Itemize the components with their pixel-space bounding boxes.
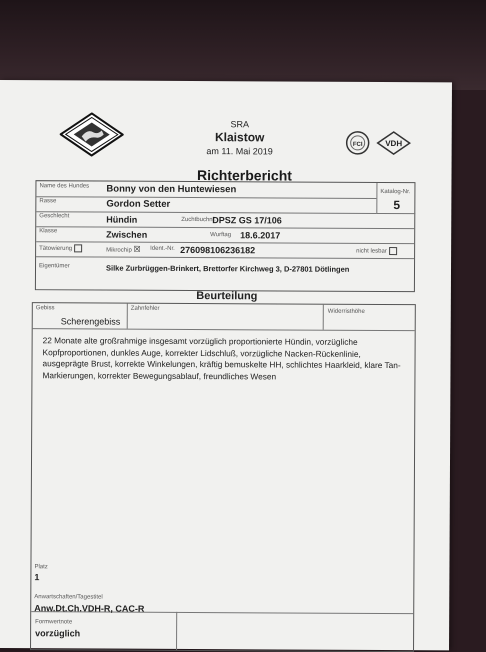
show-date: am 11. Mai 2019 bbox=[206, 146, 273, 157]
grade: vorzüglich bbox=[35, 628, 81, 639]
owner: Silke Zurbrüggen-Brinkert, Brettorfer Kirchweg 3, D-27801 Dötlingen bbox=[105, 263, 350, 274]
judge-report-sheet bbox=[0, 80, 452, 650]
grade-label: Formwertnote bbox=[35, 619, 73, 626]
ident-number: 276098106236182 bbox=[180, 244, 256, 256]
evaluation-title: Beurteilung bbox=[196, 290, 258, 303]
ident-label: Ident.-Nr. bbox=[150, 245, 175, 252]
birth-date: 18.6.2017 bbox=[240, 230, 281, 241]
report-title: Richterbericht bbox=[196, 167, 292, 184]
row-teeth bbox=[33, 303, 415, 331]
club-diamond-logo-icon bbox=[60, 112, 124, 156]
place-label: Platz bbox=[34, 564, 48, 571]
catalog-label: Katalog-Nr. bbox=[380, 188, 411, 196]
dog-name: Bonny von den Huntewiesen bbox=[106, 183, 237, 196]
breed-label: Rasse bbox=[39, 198, 57, 205]
sex: Hündin bbox=[106, 214, 138, 225]
row-owner bbox=[36, 256, 414, 291]
microchip-label: Mikrochip ☒ bbox=[106, 244, 141, 254]
judge-comment: 22 Monate alte großrahmige insgesamt vorzüglich proportionierte Hündin, vorzügliche Kopfproportionen, dunkles Auge, korrekter Lidschluß, vorzügliche Nacken-Rückenlinie, ausgeprägte Brust, korrekte Winkelungen, kräftig bemuskelte HH, schlichtes Haarkleid, klare Tan- Markierungen, korrekter Bewegungsablauf, freundliches Wesen bbox=[42, 335, 401, 382]
tattoo-label: Tätowierung bbox=[39, 244, 82, 252]
divider-vertical bbox=[176, 612, 177, 650]
titles: Anw.Dt.Ch.VDH-R, CAC-R bbox=[34, 603, 145, 614]
microchip-checkbox[interactable]: ☒ bbox=[133, 244, 141, 254]
studbook-number: DPSZ GS 17/106 bbox=[212, 215, 282, 226]
missing-teeth-label: Zahnfehler bbox=[130, 305, 160, 312]
fci-logo-text: FCI bbox=[352, 141, 363, 148]
show-city: Klaistow bbox=[214, 130, 265, 145]
result-column bbox=[34, 564, 174, 645]
dog-info-table bbox=[35, 180, 416, 292]
place: 1 bbox=[34, 572, 40, 583]
unreadable-checkbox[interactable] bbox=[389, 247, 397, 255]
association-logos bbox=[346, 130, 426, 161]
unreadable-label: nicht lesbar bbox=[356, 247, 397, 255]
breed: Gordon Setter bbox=[106, 198, 171, 210]
background bbox=[0, 0, 486, 90]
height-label: Widerristhöhe bbox=[327, 308, 365, 315]
org-name: SRA bbox=[230, 119, 250, 130]
bite: Scherengebiss bbox=[60, 316, 121, 327]
owner-label: Eigentümer bbox=[39, 263, 70, 270]
class: Zwischen bbox=[106, 229, 148, 240]
catalog-cell bbox=[376, 183, 415, 214]
tattoo-checkbox[interactable] bbox=[74, 244, 82, 252]
birth-date-label: Wurftag bbox=[210, 232, 232, 239]
titles-label: Anwartschaften/Tagestitel bbox=[34, 594, 103, 601]
catalog-number: 5 bbox=[393, 198, 401, 213]
dog-name-label: Name des Hundes bbox=[39, 183, 90, 190]
bite-label: Gebiss bbox=[35, 305, 55, 312]
studbook-label: Zuchtbuchnr. bbox=[181, 216, 216, 224]
vdh-logo-text: VDH bbox=[385, 139, 403, 149]
show-header bbox=[190, 119, 290, 157]
class-label: Klasse bbox=[39, 228, 58, 235]
sex-label: Geschlecht bbox=[39, 213, 70, 220]
fci-vdh-logo-icon bbox=[346, 130, 426, 156]
